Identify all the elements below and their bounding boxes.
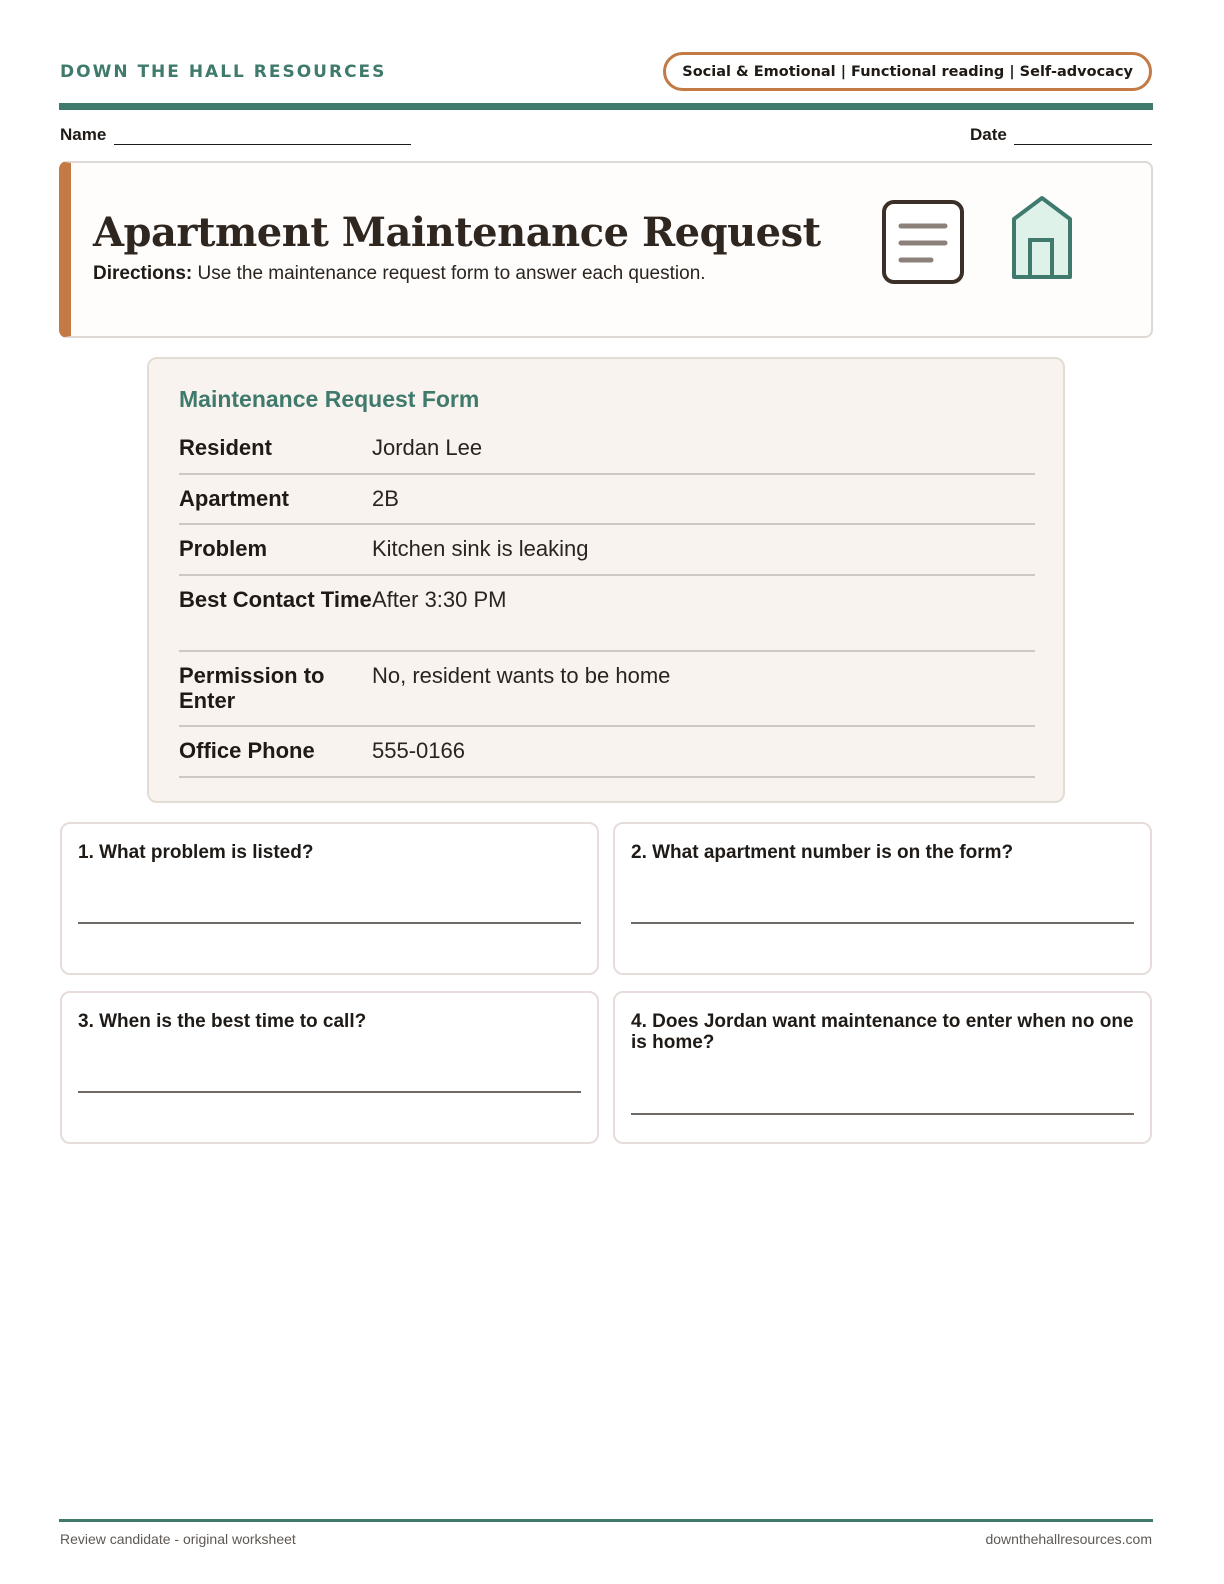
question-card-3	[60, 991, 599, 1144]
date-field[interactable]	[1014, 144, 1152, 145]
question-card-2	[613, 822, 1152, 975]
form-row-value: 2B	[372, 486, 399, 511]
form-row-apartment	[179, 475, 1035, 525]
form-row-resident	[179, 424, 1035, 475]
question-text: 3. When is the best time to call?	[78, 1011, 367, 1032]
brand-name: DOWN THE HALL RESOURCES	[60, 62, 387, 82]
directions	[93, 263, 706, 285]
question-text: 2. What apartment number is on the form?	[631, 842, 1014, 863]
title-card	[59, 161, 1153, 338]
form-row-label: Resident	[179, 435, 272, 460]
form-row-label: Problem	[179, 536, 268, 561]
form-row-permission	[179, 652, 1035, 727]
form-row-value: Jordan Lee	[372, 435, 483, 460]
directions-label: Directions:	[93, 263, 193, 284]
form-row-value: Kitchen sink is leaking	[372, 536, 589, 561]
form-row-label: Best Contact Time	[179, 587, 372, 612]
answer-line[interactable]	[631, 922, 1134, 924]
document-icon	[881, 199, 965, 285]
answer-line[interactable]	[78, 922, 581, 924]
question-card-4	[613, 991, 1152, 1144]
header-divider	[59, 103, 1153, 110]
question-card-1	[60, 822, 599, 975]
name-label: Name	[60, 125, 107, 144]
form-row-contact-time	[179, 576, 1035, 652]
student-info-row	[60, 125, 1152, 149]
form-row-office-phone	[179, 727, 1035, 778]
name-field[interactable]	[114, 144, 411, 145]
form-row-label: Permission to Enter	[179, 663, 325, 713]
question-text: 1. What problem is listed?	[78, 842, 314, 863]
topic-tags-badge: Social & Emotional | Functional reading | Self-advocacy	[663, 52, 1152, 91]
form-row-value: After 3:30 PM	[372, 587, 507, 612]
answer-line[interactable]	[631, 1113, 1134, 1115]
answer-line[interactable]	[78, 1091, 581, 1093]
page-header	[60, 52, 1152, 92]
footer-divider	[59, 1519, 1153, 1522]
form-row-value: No, resident wants to be home	[372, 663, 671, 688]
page-title: Apartment Maintenance Request	[93, 209, 821, 256]
form-title: Maintenance Request Form	[179, 386, 480, 412]
form-table	[179, 424, 1035, 778]
form-row-value: 555-0166	[372, 738, 465, 763]
question-text: 4. Does Jordan want maintenance to enter when no one is home?	[631, 1011, 1134, 1053]
maintenance-request-form	[147, 357, 1065, 803]
house-icon	[1010, 195, 1074, 283]
form-row-label: Apartment	[179, 486, 290, 511]
date-label: Date	[970, 125, 1007, 144]
footer-note: Review candidate - original worksheet	[60, 1531, 296, 1547]
directions-text: Use the maintenance request form to answer each question.	[197, 263, 706, 284]
footer-website: downthehallresources.com	[985, 1531, 1152, 1547]
form-row-problem	[179, 525, 1035, 576]
form-row-label: Office Phone	[179, 738, 315, 763]
